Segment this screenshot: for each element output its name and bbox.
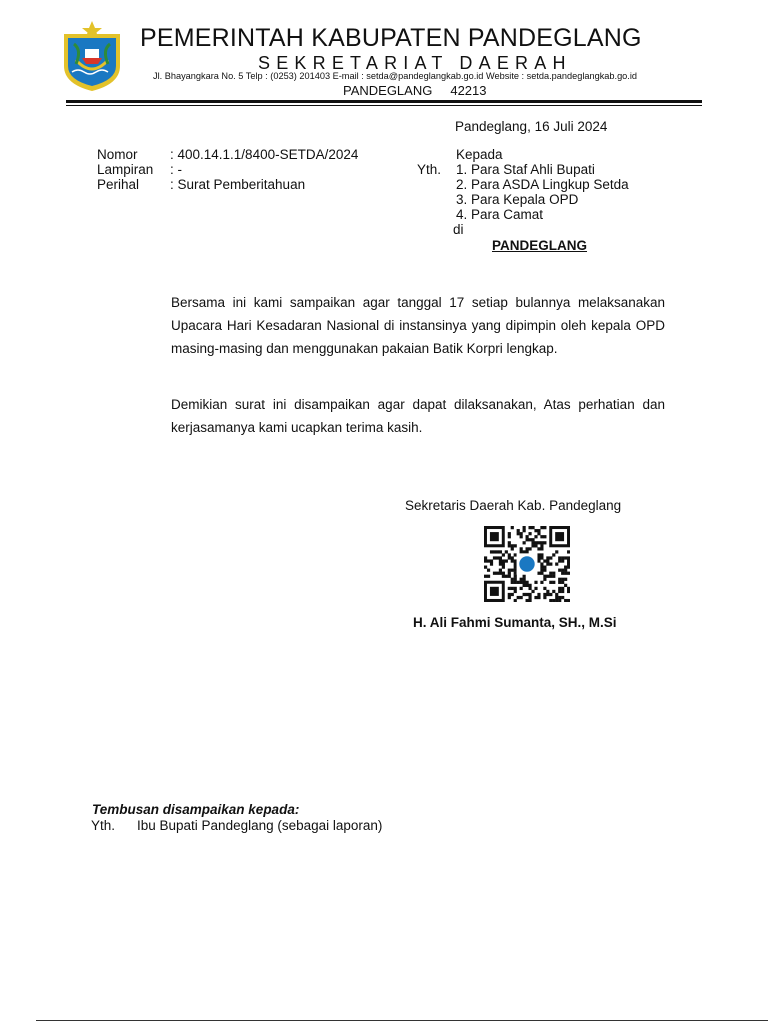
page-edge-line — [36, 1020, 768, 1021]
meta-value: : - — [170, 162, 182, 177]
letterhead-divider-thick — [66, 100, 702, 103]
letterhead-address: Jl. Bhayangkara No. 5 Telp : (0253) 201403 E-mail : setda@pandeglangkab.go.id Website : setda.pandeglangkab.go.id — [153, 71, 637, 81]
body-paragraph-1: Bersama ini kami sampaikan agar tanggal 17 setiap bulannya melaksanakan Upacara Hari Kesadaran Nasional di instansinya yang dipimpin oleh kepala OPD masing-masing dan menggunakan pakaian Batik Korpri lengkap. — [171, 295, 665, 356]
letterhead-city-line — [343, 83, 487, 98]
body-paragraph-2: Demikian surat ini disampaikan agar dapat dilaksanakan, Atas perhatian dan kerjasamanya kami ucapkan terima kasih. — [171, 397, 665, 435]
signature-title: Sekretaris Daerah Kab. Pandeglang — [405, 498, 622, 513]
regency-emblem-logo — [58, 20, 126, 92]
cc-item: Ibu Bupati Pandeglang (sebagai laporan) — [137, 818, 383, 833]
meta-label: Perihal — [97, 177, 140, 192]
meta-value: : 400.14.1.1/8400-SETDA/2024 — [170, 147, 359, 162]
cc-heading: Tembusan disampaikan kepada: — [92, 802, 300, 817]
recipient-item: 3. Para Kepala OPD — [456, 192, 579, 207]
letterhead-office: SEKRETARIAT DAERAH — [258, 53, 572, 73]
addressee-kepada: Kepada — [456, 147, 503, 162]
qr-code-icon — [484, 526, 570, 602]
addressee-di: di — [453, 222, 464, 237]
recipient-item: 4. Para Camat — [456, 207, 544, 222]
letter-date: Pandeglang, 16 Juli 2024 — [455, 119, 608, 134]
letterhead-government: PEMERINTAH KABUPATEN PANDEGLANG — [140, 24, 642, 52]
letterhead-city: PANDEGLANG — [343, 83, 433, 98]
recipient-item: 2. Para ASDA Lingkup Setda — [456, 177, 629, 192]
addressee-yth: Yth. — [417, 162, 442, 177]
letterhead-postal-code: 42213 — [450, 83, 487, 98]
meta-value: : Surat Pemberitahuan — [170, 177, 306, 192]
letterhead-divider-thin — [66, 105, 702, 106]
signature-name: H. Ali Fahmi Sumanta, SH., M.Si — [413, 615, 617, 630]
meta-lampiran — [0, 162, 420, 178]
addressee-place: PANDEGLANG — [492, 238, 588, 253]
meta-label: Lampiran — [97, 162, 154, 177]
meta-nomor — [0, 147, 420, 163]
recipient-item: 1. Para Staf Ahli Bupati — [456, 162, 595, 177]
meta-perihal — [0, 177, 420, 193]
meta-label: Nomor — [97, 147, 138, 162]
cc-yth: Yth. — [91, 818, 116, 833]
